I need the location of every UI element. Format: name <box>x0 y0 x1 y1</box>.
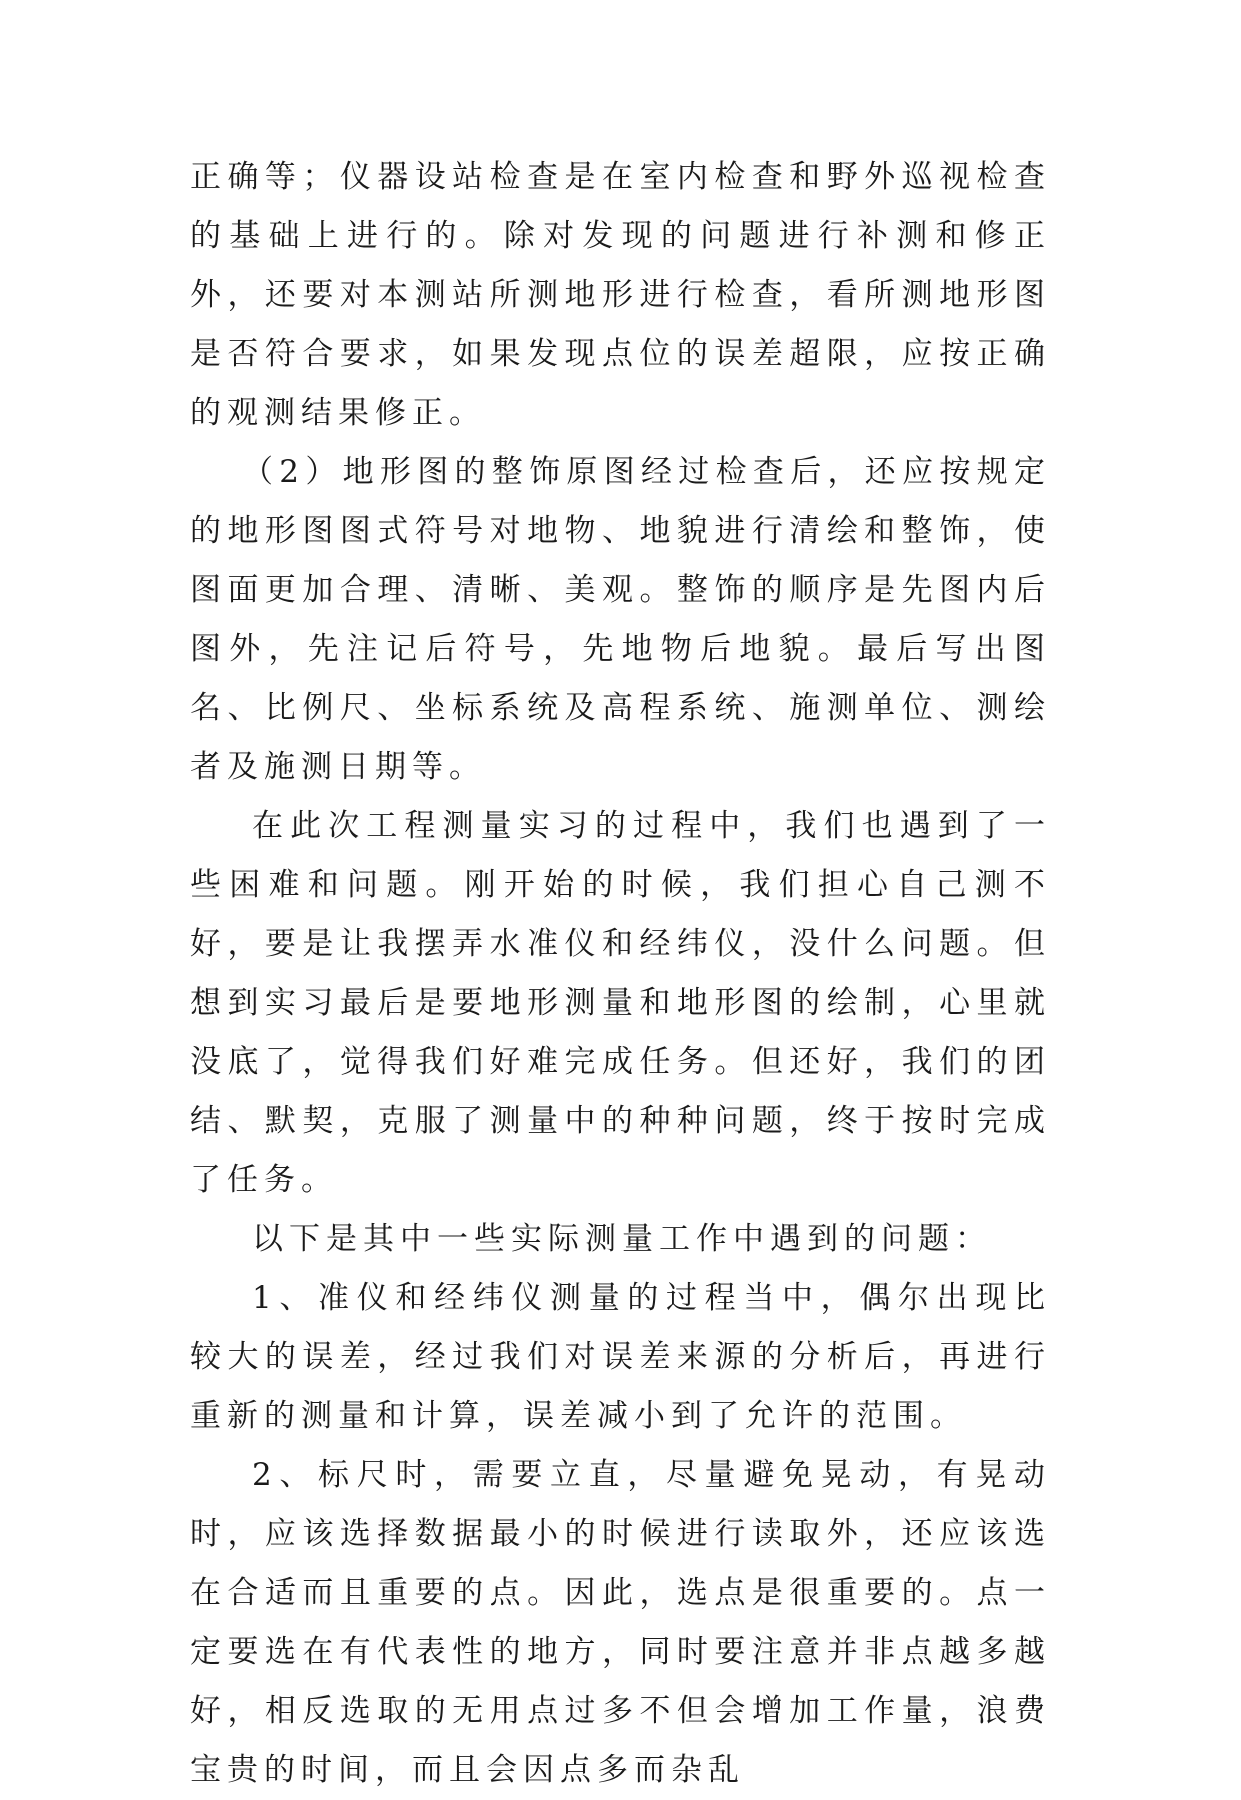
paragraph-item-1: 1、准仪和经纬仪测量的过程当中，偶尔出现比较大的误差，经过我们对误差来源的分析后，再进行重新的测量和计算，误差减小到了允许的范围。 <box>190 1280 1051 1434</box>
paragraph-difficulties: 在此次工程测量实习的过程中，我们也遇到了一些困难和问题。刚开始的时候，我们担心自己测不好，要是让我摆弄水准仪和经纬仪，没什么问题。但想到实习最后是要地形测量和地形图的绘制，心里就没底了，觉得我们好难完成任务。但还好，我们的团结、默契，克服了测量中的种种问题，终于按时完成了任务。 <box>190 808 1051 1198</box>
paragraph-map-finishing: （2）地形图的整饰原图经过检查后，还应按规定的地形图图式符号对地物、地貌进行清绘和整饰，使图面更加合理、清晰、美观。整饰的顺序是先图内后图外，先注记后符号，先地物后地貌。最后写出图名、比例尺、坐标系统及高程系统、施测单位、测绘者及施测日期等。 <box>190 454 1051 785</box>
paragraph-item-2: 2、标尺时，需要立直，尽量避免晃动，有晃动时，应该选择数据最小的时候进行读取外，还应该选在合适而且重要的点。因此，选点是很重要的。点一定要选在有代表性的地方，同时要注意并非点越多越好，相反选取的无用点过多不但会增加工作量，浪费宝贵的时间，而且会因点多而杂乱 <box>190 1457 1051 1788</box>
paragraph-continuation: 正确等；仪器设站检查是在室内检查和野外巡视检查的基础上进行的。除对发现的问题进行补测和修正外，还要对本测站所测地形进行检查，看所测地形图是否符合要求，如果发现点位的误差超限，应按正确的观测结果修正。 <box>190 159 1051 431</box>
document-page <box>190 148 1051 1800</box>
paragraph-problems-intro: 以下是其中一些实际测量工作中遇到的问题： <box>252 1221 992 1257</box>
